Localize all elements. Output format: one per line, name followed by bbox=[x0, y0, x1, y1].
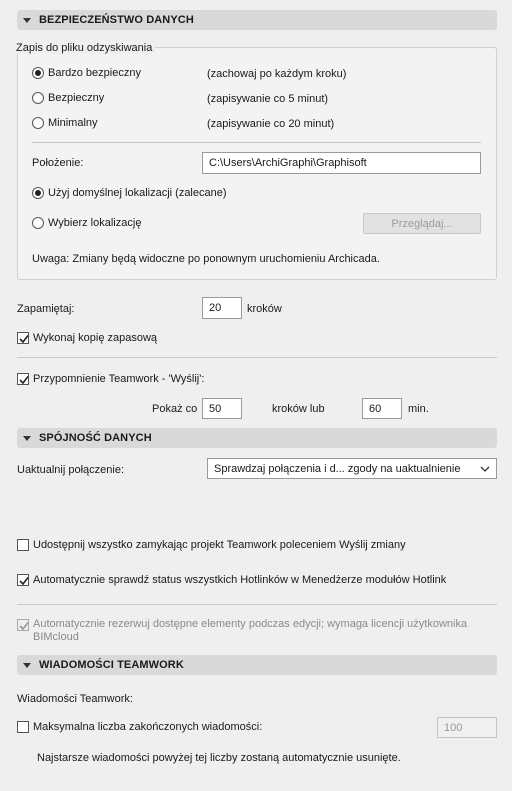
radio-safe[interactable] bbox=[32, 92, 104, 104]
hotlink-checkbox[interactable] bbox=[17, 574, 29, 586]
hotlink-check-row[interactable] bbox=[17, 574, 446, 586]
section-title: BEZPIECZEŃSTWO DANYCH bbox=[39, 14, 194, 26]
divider bbox=[32, 142, 481, 143]
checkmark-icon bbox=[18, 333, 30, 345]
checkmark-icon bbox=[18, 374, 30, 386]
show-every-label: Pokaż co bbox=[152, 403, 198, 415]
browse-button[interactable]: Przeglądaj... bbox=[363, 213, 481, 234]
teamwork-reminder-row[interactable] bbox=[17, 373, 204, 385]
radio-button[interactable] bbox=[32, 117, 44, 129]
auto-reserve-label bbox=[33, 618, 467, 644]
collapse-triangle-icon bbox=[23, 663, 31, 668]
section-header-data-integrity[interactable] bbox=[17, 428, 497, 448]
section-title: SPÓJNOŚĆ DANYCH bbox=[39, 432, 152, 444]
radio-label: Bardzo bezpieczny bbox=[48, 67, 141, 79]
location-path-field[interactable]: C:\Users\ArchiGraphi\Graphisoft bbox=[202, 152, 481, 174]
share-all-label: Udostępnij wszystko zamykając projekt Teamwork poleceniem Wyślij zmiany bbox=[33, 539, 406, 551]
teamwork-messages-label: Wiadomości Teamwork: bbox=[17, 693, 133, 705]
radio-minimal[interactable] bbox=[32, 117, 98, 129]
radio-use-default-location[interactable] bbox=[32, 187, 227, 199]
radio-desc: (zapisywanie co 5 minut) bbox=[207, 93, 329, 105]
checkmark-icon bbox=[18, 575, 30, 587]
radio-very-safe[interactable] bbox=[32, 67, 141, 79]
teamwork-reminder-checkbox[interactable] bbox=[17, 373, 29, 385]
checkmark-icon bbox=[18, 620, 30, 632]
max-messages-row[interactable] bbox=[17, 721, 262, 733]
max-messages-field: 100 bbox=[437, 717, 497, 738]
max-messages-checkbox[interactable] bbox=[17, 721, 29, 733]
max-messages-label: Maksymalna liczba zakończonych wiadomości: bbox=[33, 721, 263, 733]
section-header-teamwork-messages[interactable] bbox=[17, 655, 497, 675]
radio-label: Wybierz lokalizację bbox=[48, 217, 142, 229]
location-label: Położenie: bbox=[32, 157, 84, 169]
radio-button[interactable] bbox=[32, 67, 44, 79]
radio-label: Użyj domyślnej lokalizacji (zalecane) bbox=[48, 187, 227, 199]
backup-label: Wykonaj kopię zapasową bbox=[33, 332, 158, 344]
radio-button[interactable] bbox=[32, 187, 44, 199]
share-all-row[interactable] bbox=[17, 539, 406, 551]
update-link-label: Uaktualnij połączenie: bbox=[17, 464, 125, 476]
radio-choose-location[interactable] bbox=[32, 217, 141, 229]
radio-button[interactable] bbox=[32, 217, 44, 229]
collapse-triangle-icon bbox=[23, 436, 31, 441]
hotlink-label: Automatycznie sprawdź status wszystkich Hotlinków w Menedżerze modułów Hotlink bbox=[33, 574, 447, 586]
recovery-group-title: Zapis do pliku odzyskiwania bbox=[13, 42, 155, 54]
auto-reserve-checkbox bbox=[17, 619, 29, 631]
steps-or-label: kroków lub bbox=[272, 403, 325, 415]
auto-reserve-row bbox=[17, 618, 467, 644]
divider bbox=[17, 604, 497, 605]
share-all-checkbox[interactable] bbox=[17, 539, 29, 551]
auto-reserve-line1: Automatycznie rezerwuj dostępne elementy podczas edycji; wymaga licencji użytkownika bbox=[33, 618, 468, 630]
chevron-down-icon bbox=[480, 464, 490, 474]
dropdown-value: Sprawdzaj połączenia i d... zgody na uaktualnienie bbox=[214, 462, 461, 475]
radio-label: Minimalny bbox=[48, 117, 98, 129]
restart-note: Uwaga: Zmiany będą widoczne po ponownym uruchomieniu Archicada. bbox=[32, 253, 380, 265]
radio-desc: (zachowaj po każdym kroku) bbox=[207, 68, 347, 80]
messages-note: Najstarsze wiadomości powyżej tej liczby zostaną automatycznie usunięte. bbox=[37, 752, 401, 764]
backup-checkbox[interactable] bbox=[17, 332, 29, 344]
auto-reserve-line2: BIMcloud bbox=[33, 631, 79, 643]
reminder-minutes-field[interactable]: 60 bbox=[362, 398, 402, 419]
backup-checkbox-row[interactable] bbox=[17, 332, 157, 344]
radio-desc: (zapisywanie co 20 minut) bbox=[207, 118, 335, 130]
update-link-dropdown[interactable] bbox=[207, 458, 497, 479]
radio-label: Bezpieczny bbox=[48, 92, 105, 104]
collapse-triangle-icon bbox=[23, 18, 31, 23]
section-header-data-safety[interactable] bbox=[17, 10, 497, 30]
teamwork-reminder-label: Przypomnienie Teamwork - 'Wyślij': bbox=[33, 373, 205, 385]
radio-button[interactable] bbox=[32, 92, 44, 104]
undo-label: Zapamiętaj: bbox=[17, 303, 75, 315]
undo-steps-field[interactable]: 20 bbox=[202, 297, 242, 319]
section-title: WIADOMOŚCI TEAMWORK bbox=[39, 659, 184, 671]
minutes-label: min. bbox=[408, 403, 429, 415]
reminder-steps-field[interactable]: 50 bbox=[202, 398, 242, 419]
divider bbox=[17, 357, 497, 358]
undo-unit: kroków bbox=[247, 303, 282, 315]
